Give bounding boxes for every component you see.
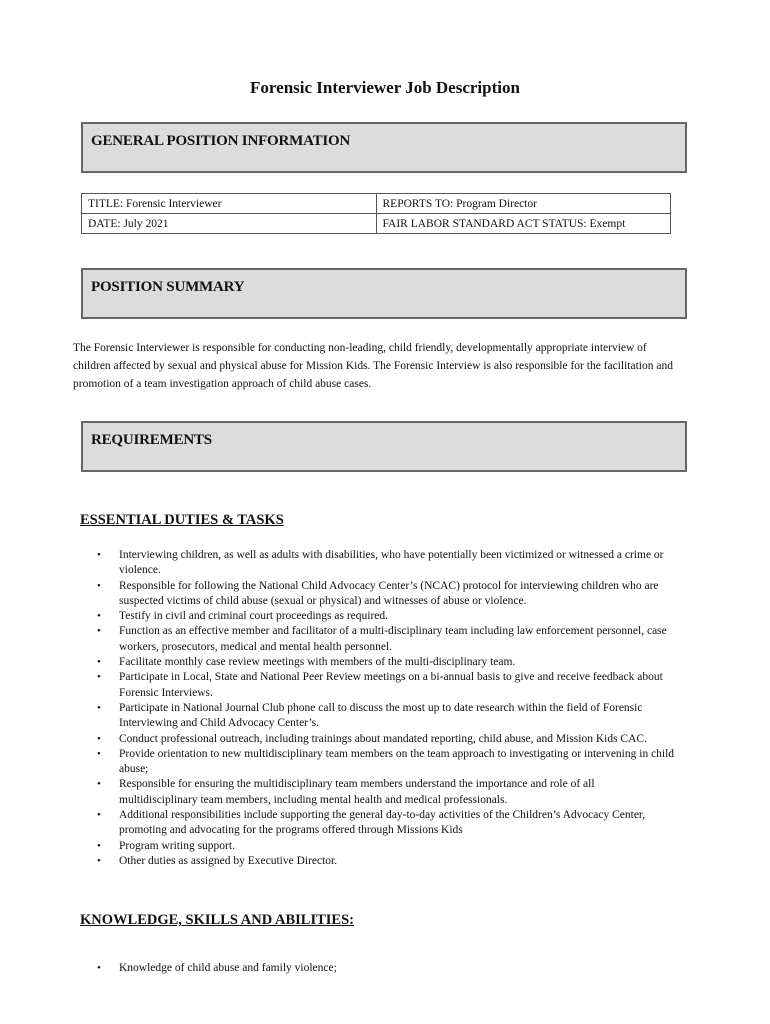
reports-to-cell: REPORTS TO: Program Director [376, 194, 671, 214]
section-heading: REQUIREMENTS [91, 432, 212, 448]
table-row [82, 214, 671, 234]
title-cell: TITLE: Forensic Interviewer [82, 194, 377, 214]
list-item: • Other duties as assigned by Executive Director. [119, 854, 675, 869]
section-heading: POSITION SUMMARY [91, 279, 245, 295]
list-item: • Provide orientation to new multidisciplinary team members on the team approach to investigating or intervening in child abuse; [119, 747, 675, 778]
list-item: • Additional responsibilities include supporting the general day-to-day activities of the Children’s Advocacy Center, promoting and advocating for the programs offered through Missions Kids [119, 808, 675, 839]
flsa-status-cell: FAIR LABOR STANDARD ACT STATUS: Exempt [376, 214, 671, 234]
essential-duties-list [119, 548, 675, 869]
table-row [82, 194, 671, 214]
section-heading: GENERAL POSITION INFORMATION [91, 133, 351, 149]
list-item: • Conduct professional outreach, including trainings about mandated reporting, child abuse, and Mission Kids CAC. [119, 732, 675, 747]
general-position-section [81, 122, 687, 173]
position-summary-section [81, 268, 687, 319]
list-item: • Responsible for following the National Child Advocacy Center’s (NCAC) protocol for interviewing children who are suspected victims of child abuse (sexual or physical) and witnesses of abuse or violence. [119, 579, 675, 610]
list-item: • Program writing support. [119, 839, 675, 854]
list-item: • Function as an effective member and facilitator of a multi-disciplinary team including law enforcement personnel, case workers, prosecutors, medical and mental health personnel. [119, 624, 675, 655]
essential-duties-heading: ESSENTIAL DUTIES & TASKS [80, 512, 284, 528]
list-item: • Responsible for ensuring the multidisciplinary team members understand the importance and role of all multidisciplinary team members, including mental health and medical professionals. [119, 777, 675, 808]
position-info-table [81, 193, 671, 234]
list-item: • Knowledge of child abuse and family violence; [119, 961, 675, 976]
list-item: • Participate in Local, State and National Peer Review meetings on a bi-annual basis to give and receive feedback about Forensic Interviews. [119, 670, 675, 701]
ksa-list [119, 961, 675, 976]
list-item: • Facilitate monthly case review meetings with members of the multi-disciplinary team. [119, 655, 675, 670]
list-item: • Participate in National Journal Club phone call to discuss the most up to date research within the field of Forensic Interviewing and Child Advocacy Center’s. [119, 701, 675, 732]
date-cell: DATE: July 2021 [82, 214, 377, 234]
list-item: • Testify in civil and criminal court proceedings as required. [119, 609, 675, 624]
list-item: • Interviewing children, as well as adults with disabilities, who have potentially been victimized or witnessed a crime or violence. [119, 548, 675, 579]
document-title: Forensic Interviewer Job Description [250, 78, 520, 97]
requirements-section [81, 421, 687, 472]
ksa-heading: KNOWLEDGE, SKILLS AND ABILITIES: [80, 912, 354, 928]
position-summary-text: The Forensic Interviewer is responsible for conducting non-leading, child friendly, developmentally appropriate interview of children affected by sexual and physical abuse for Mission Kids. The Forensic Interview is also responsible for the facilitation and promotion of a team investigation approach of child abuse cases. [73, 342, 673, 390]
